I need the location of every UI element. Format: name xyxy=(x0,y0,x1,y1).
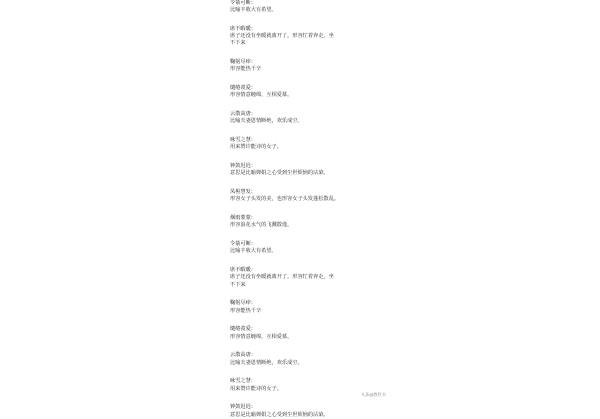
list-item xyxy=(230,85,370,111)
list-item xyxy=(230,26,370,59)
entry-term: 烟雨蒙蒙： xyxy=(230,215,256,222)
list-item xyxy=(230,352,370,378)
entry-definition: 形容女子头发的美，也形容女子头发蓬松散乱。 xyxy=(230,196,339,203)
entry-gap xyxy=(230,315,370,327)
entry-definition: 比喻夫妻恩情断绝，欢乐成空。 xyxy=(230,359,303,366)
entry-definition: 意思是比喻婵娟之心受到尘世烦恼的沾染。 xyxy=(230,170,329,177)
entry-definition: 用来赞许能诗的女子。 xyxy=(230,144,282,151)
entry-gap xyxy=(230,341,370,353)
entry-definition: 比喻丰收大有希望。 xyxy=(230,248,277,255)
entry-gap xyxy=(230,256,370,268)
list-item xyxy=(230,215,370,241)
entry-gap xyxy=(230,14,370,26)
entry-term: 咏雪之慧： xyxy=(230,378,256,385)
entry-gap xyxy=(230,204,370,216)
list-item xyxy=(230,378,370,404)
list-item xyxy=(230,59,370,85)
entry-list xyxy=(230,0,370,419)
entry-gap xyxy=(230,367,370,379)
entry-gap xyxy=(230,100,370,112)
entry-definition: 席子还没有坐暖就离开了。形容忙着奔走，坐 xyxy=(230,33,334,40)
entry-term: 鞠躬尽瘁： xyxy=(230,300,256,307)
entry-gap xyxy=(230,178,370,190)
entry-definition: 意思是比喻婵娟之心受到尘世烦恼的沾染。 xyxy=(230,411,329,418)
entry-gap xyxy=(230,289,370,301)
entry-term: 令箭可断： xyxy=(230,241,256,248)
list-item xyxy=(230,241,370,267)
entry-definition: 形容能热千辛 xyxy=(230,307,262,314)
entry-definition: 不下来 xyxy=(230,40,246,47)
entry-gap xyxy=(230,74,370,86)
entry-definition: 比喻丰收大有希望。 xyxy=(230,7,277,14)
entry-term: 云散高唐： xyxy=(230,111,256,118)
entry-term: 咏雪之慧： xyxy=(230,137,256,144)
entry-definition: 形容情意缠绵，互相爱慕。 xyxy=(230,92,293,99)
entry-term: 钟鼓迟迟： xyxy=(230,404,256,411)
entry-term: 鞠躬尽瘁： xyxy=(230,59,256,66)
entry-definition: 形容能热千辛 xyxy=(230,66,262,73)
entry-gap xyxy=(230,152,370,164)
list-item xyxy=(230,326,370,352)
list-item xyxy=(230,300,370,326)
list-item xyxy=(230,189,370,215)
entry-gap xyxy=(230,48,370,60)
entry-definition: 比喻夫妻恩情断绝，欢乐成空。 xyxy=(230,118,303,125)
list-item xyxy=(230,137,370,163)
entry-definition: 用来赞许能诗的女子。 xyxy=(230,385,282,392)
list-item xyxy=(230,267,370,300)
entry-definition: 形容浪花水气的飞溅散逸。 xyxy=(230,222,293,229)
entry-term: 缱绻羡爱： xyxy=(230,326,256,333)
entry-gap xyxy=(230,230,370,242)
entry-definition: 形容情意缠绵，互相爱慕。 xyxy=(230,333,293,340)
entry-gap xyxy=(230,393,370,405)
entry-term: 云散高唐： xyxy=(230,352,256,359)
entry-gap xyxy=(230,126,370,138)
entry-term: 令箭可断： xyxy=(230,0,256,6)
list-item xyxy=(230,163,370,189)
entry-term: 凤髻慧发： xyxy=(230,189,256,196)
entry-term: 席不暇暖： xyxy=(230,267,256,274)
list-item xyxy=(230,404,370,418)
entry-definition: 不下来 xyxy=(230,281,246,288)
list-item xyxy=(230,111,370,137)
entry-term: 席不暇暖： xyxy=(230,26,256,32)
entry-term: 钟鼓迟迟： xyxy=(230,163,256,170)
list-item xyxy=(230,0,370,26)
entry-definition: 席子还没有坐暖就离开了。形容忙着奔走，坐 xyxy=(230,274,334,281)
entry-term: 缱绻羡爱： xyxy=(230,85,256,92)
watermark: 头条@教科书 xyxy=(360,392,386,397)
